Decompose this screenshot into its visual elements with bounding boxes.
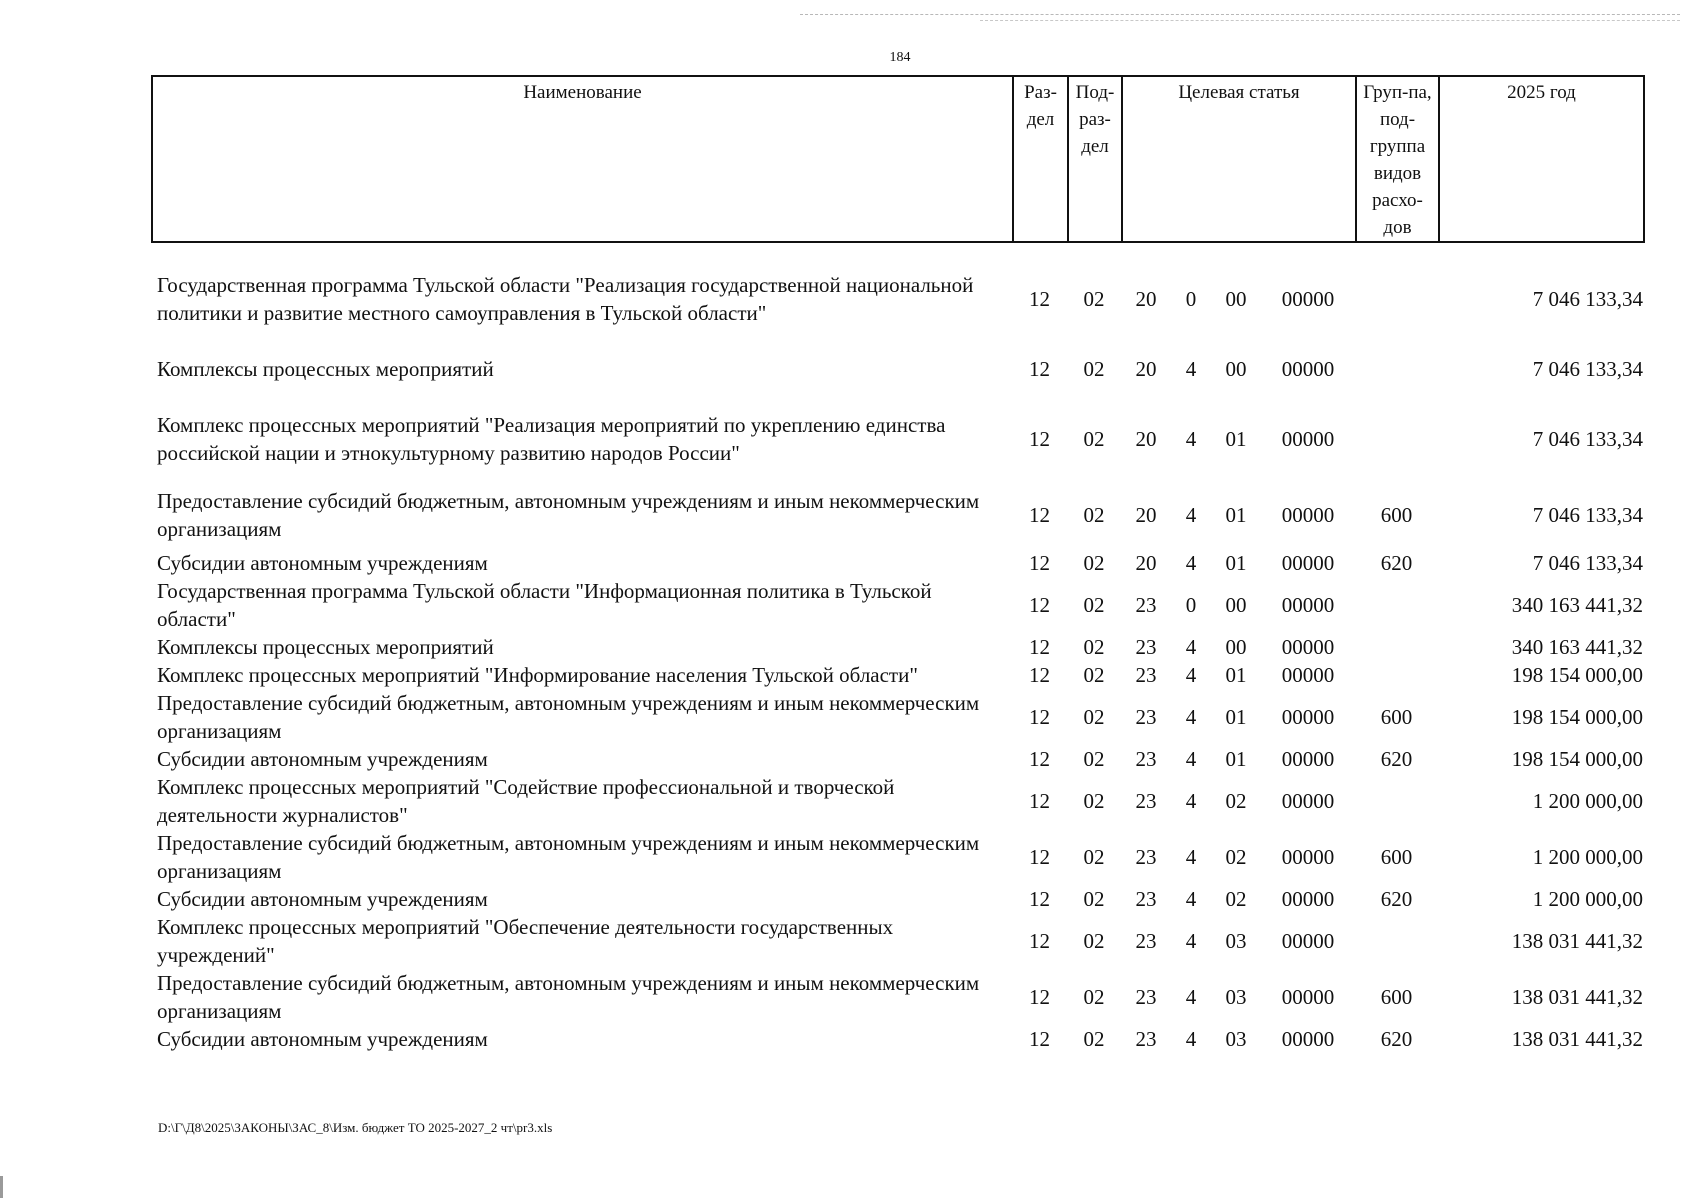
row-target-program: 23	[1135, 747, 1157, 771]
table-row	[151, 969, 1643, 1025]
row-target-complex: 00	[1225, 357, 1247, 381]
row-target-direction: 00000	[1281, 887, 1335, 911]
row-target-complex: 01	[1225, 551, 1247, 575]
row-amount: 7 046 133,34	[1532, 357, 1643, 381]
row-target-complex: 02	[1225, 845, 1247, 869]
table-body	[151, 257, 1643, 1053]
page-number: 184	[889, 50, 911, 65]
row-target-program: 23	[1135, 1027, 1157, 1051]
row-target-type: 4	[1185, 503, 1197, 527]
row-expense-group	[1355, 773, 1438, 829]
row-podrazdel: 02	[1083, 705, 1105, 729]
row-name: Комплекс процессных мероприятий "Обеспечение деятельности государственных учреждений"	[157, 915, 894, 967]
row-target-complex: 02	[1225, 887, 1247, 911]
row-amount: 138 031 441,32	[1511, 1027, 1643, 1051]
row-target-program: 23	[1135, 663, 1157, 687]
row-amount: 198 154 000,00	[1511, 747, 1643, 771]
row-amount: 198 154 000,00	[1511, 705, 1643, 729]
table-row	[151, 397, 1643, 481]
row-name: Предоставление субсидий бюджетным, автономным учреждениям и иным некоммерческим организациям	[157, 489, 980, 541]
row-target-direction: 00000	[1281, 551, 1335, 575]
row-target-type: 0	[1185, 593, 1197, 617]
row-razdel: 12	[1029, 593, 1050, 617]
row-razdel: 12	[1029, 551, 1050, 575]
row-target-type: 4	[1185, 663, 1197, 687]
row-target-program: 23	[1135, 705, 1157, 729]
row-target-program: 23	[1135, 789, 1157, 813]
row-expense-group	[1355, 661, 1438, 689]
column-header-gruppa: Груп-па, под-группа видов расхо-дов	[1356, 76, 1439, 242]
table-row	[151, 481, 1643, 549]
row-target-program: 20	[1135, 357, 1157, 381]
row-name: Комплексы процессных мероприятий	[157, 357, 494, 381]
row-target-direction: 00000	[1281, 357, 1335, 381]
row-name: Комплекс процессных мероприятий "Информирование населения Тульской области"	[157, 663, 918, 687]
row-razdel: 12	[1029, 845, 1050, 869]
row-name: Комплекс процессных мероприятий "Содействие профессиональной и творческой деятельности журналистов"	[157, 775, 895, 827]
row-target-type: 4	[1185, 929, 1197, 953]
row-amount: 7 046 133,34	[1532, 427, 1643, 451]
row-name: Комплекс процессных мероприятий "Реализация мероприятий по укреплению единства российской нации и этнокультурному развитию народов России"	[157, 413, 946, 465]
row-target-direction: 00000	[1281, 747, 1335, 771]
row-expense-group: 620	[1380, 747, 1413, 771]
row-target-type: 4	[1185, 887, 1197, 911]
row-target-program: 23	[1135, 593, 1157, 617]
row-name: Государственная программа Тульской области "Информационная политика в Тульской области"	[157, 579, 932, 631]
row-expense-group: 600	[1380, 705, 1413, 729]
row-razdel: 12	[1029, 705, 1050, 729]
row-razdel: 12	[1029, 789, 1050, 813]
row-razdel: 12	[1029, 427, 1050, 451]
row-razdel: 12	[1029, 357, 1050, 381]
row-razdel: 12	[1029, 747, 1050, 771]
row-podrazdel: 02	[1083, 357, 1105, 381]
file-path: D:\Г\Д8\2025\ЗАКОНЫ\ЗАС_8\Изм. бюджет ТО 2025-2027_2 чт\pr3.xls	[158, 1120, 553, 1135]
row-expense-group	[1355, 633, 1438, 661]
row-amount: 1 200 000,00	[1532, 845, 1643, 869]
table-row	[151, 257, 1643, 341]
column-header-podrazdel: Под-раз-дел	[1068, 76, 1122, 242]
row-expense-group: 620	[1380, 887, 1413, 911]
table-row	[151, 689, 1643, 745]
row-target-complex: 03	[1225, 1027, 1247, 1051]
row-target-type: 4	[1185, 551, 1197, 575]
row-target-type: 4	[1185, 427, 1197, 451]
table-row	[151, 885, 1643, 913]
row-expense-group: 600	[1380, 845, 1413, 869]
table-row	[151, 1025, 1643, 1053]
column-header-name: Наименование	[152, 76, 1013, 242]
row-target-program: 20	[1135, 551, 1157, 575]
row-expense-group	[1355, 397, 1438, 481]
row-target-direction: 00000	[1281, 929, 1335, 953]
row-podrazdel: 02	[1083, 747, 1105, 771]
row-target-type: 4	[1185, 747, 1197, 771]
row-target-complex: 02	[1225, 789, 1247, 813]
row-amount: 138 031 441,32	[1511, 929, 1643, 953]
table-row	[151, 577, 1643, 633]
row-target-direction: 00000	[1281, 503, 1335, 527]
row-target-direction: 00000	[1281, 789, 1335, 813]
row-target-complex: 01	[1225, 427, 1247, 451]
row-name: Субсидии автономным учреждениям	[157, 551, 488, 575]
row-expense-group	[1355, 577, 1438, 633]
row-target-program: 20	[1135, 287, 1157, 311]
table-row	[151, 913, 1643, 969]
row-name: Субсидии автономным учреждениям	[157, 747, 488, 771]
row-target-type: 4	[1185, 789, 1197, 813]
row-amount: 198 154 000,00	[1511, 663, 1643, 687]
row-target-type: 4	[1185, 1027, 1197, 1051]
table-row	[151, 745, 1643, 773]
row-podrazdel: 02	[1083, 929, 1105, 953]
row-target-program: 23	[1135, 929, 1157, 953]
row-razdel: 12	[1029, 635, 1050, 659]
row-target-program: 23	[1135, 887, 1157, 911]
row-podrazdel: 02	[1083, 551, 1105, 575]
row-name: Предоставление субсидий бюджетным, автономным учреждениям и иным некоммерческим организациям	[157, 971, 980, 1023]
scan-artifact	[980, 20, 1680, 27]
row-target-complex: 01	[1225, 705, 1247, 729]
table-row	[151, 549, 1643, 577]
row-amount: 7 046 133,34	[1532, 503, 1643, 527]
row-target-type: 4	[1185, 635, 1197, 659]
row-podrazdel: 02	[1083, 427, 1105, 451]
row-podrazdel: 02	[1083, 789, 1105, 813]
row-target-complex: 00	[1225, 287, 1247, 311]
row-razdel: 12	[1029, 1027, 1050, 1051]
table-row	[151, 633, 1643, 661]
row-target-program: 23	[1135, 845, 1157, 869]
row-target-program: 20	[1135, 503, 1157, 527]
row-target-type: 4	[1185, 357, 1197, 381]
row-podrazdel: 02	[1083, 1027, 1105, 1051]
row-name: Государственная программа Тульской области "Реализация государственной национальной политики и развитие местного самоуправления в Тульской области"	[157, 273, 974, 325]
row-amount: 7 046 133,34	[1532, 287, 1643, 311]
row-target-program: 23	[1135, 635, 1157, 659]
row-target-type: 4	[1185, 705, 1197, 729]
column-header-celevaya: Целевая статья	[1122, 76, 1356, 242]
row-target-direction: 00000	[1281, 845, 1335, 869]
budget-table	[151, 75, 1643, 1053]
row-expense-group	[1355, 341, 1438, 397]
row-target-direction: 00000	[1281, 663, 1335, 687]
row-target-direction: 00000	[1281, 427, 1335, 451]
scan-artifact	[0, 1176, 3, 1198]
column-header-year: 2025 год	[1439, 76, 1644, 242]
row-target-complex: 01	[1225, 663, 1247, 687]
row-razdel: 12	[1029, 929, 1050, 953]
row-amount: 340 163 441,32	[1511, 593, 1643, 617]
row-expense-group: 600	[1380, 503, 1413, 527]
row-razdel: 12	[1029, 985, 1050, 1009]
row-amount: 1 200 000,00	[1532, 887, 1643, 911]
row-podrazdel: 02	[1083, 887, 1105, 911]
row-target-complex: 01	[1225, 747, 1247, 771]
row-target-direction: 00000	[1281, 635, 1335, 659]
row-expense-group: 600	[1380, 985, 1413, 1009]
row-expense-group	[1355, 913, 1438, 969]
row-target-direction: 00000	[1281, 1027, 1335, 1051]
row-target-complex: 03	[1225, 985, 1247, 1009]
row-amount: 138 031 441,32	[1511, 985, 1643, 1009]
row-target-direction: 00000	[1281, 287, 1335, 311]
row-podrazdel: 02	[1083, 503, 1105, 527]
row-target-type: 4	[1185, 845, 1197, 869]
row-target-program: 20	[1135, 427, 1157, 451]
row-target-direction: 00000	[1281, 593, 1335, 617]
table-row	[151, 773, 1643, 829]
row-podrazdel: 02	[1083, 985, 1105, 1009]
column-header-razdel: Раз-дел	[1013, 76, 1068, 242]
row-podrazdel: 02	[1083, 845, 1105, 869]
row-expense-group: 620	[1380, 1027, 1413, 1051]
row-target-type: 4	[1185, 985, 1197, 1009]
row-target-type: 0	[1185, 287, 1197, 311]
row-podrazdel: 02	[1083, 663, 1105, 687]
table-row	[151, 661, 1643, 689]
row-target-complex: 00	[1225, 593, 1247, 617]
row-podrazdel: 02	[1083, 287, 1105, 311]
row-razdel: 12	[1029, 503, 1050, 527]
table-row	[151, 341, 1643, 397]
row-expense-group: 620	[1380, 551, 1413, 575]
row-name: Субсидии автономным учреждениям	[157, 887, 488, 911]
row-razdel: 12	[1029, 287, 1050, 311]
table-header	[151, 75, 1645, 243]
row-target-complex: 00	[1225, 635, 1247, 659]
row-target-complex: 01	[1225, 503, 1247, 527]
row-name: Комплексы процессных мероприятий	[157, 635, 494, 659]
row-amount: 340 163 441,32	[1511, 635, 1643, 659]
row-name: Предоставление субсидий бюджетным, автономным учреждениям и иным некоммерческим организациям	[157, 691, 980, 743]
row-name: Субсидии автономным учреждениям	[157, 1027, 488, 1051]
row-expense-group	[1355, 257, 1438, 341]
row-target-program: 23	[1135, 985, 1157, 1009]
table-row	[151, 829, 1643, 885]
row-target-complex: 03	[1225, 929, 1247, 953]
row-amount: 7 046 133,34	[1532, 551, 1643, 575]
row-razdel: 12	[1029, 663, 1050, 687]
row-target-direction: 00000	[1281, 985, 1335, 1009]
row-podrazdel: 02	[1083, 593, 1105, 617]
row-target-direction: 00000	[1281, 705, 1335, 729]
row-podrazdel: 02	[1083, 635, 1105, 659]
row-name: Предоставление субсидий бюджетным, автономным учреждениям и иным некоммерческим организациям	[157, 831, 980, 883]
row-razdel: 12	[1029, 887, 1050, 911]
row-amount: 1 200 000,00	[1532, 789, 1643, 813]
